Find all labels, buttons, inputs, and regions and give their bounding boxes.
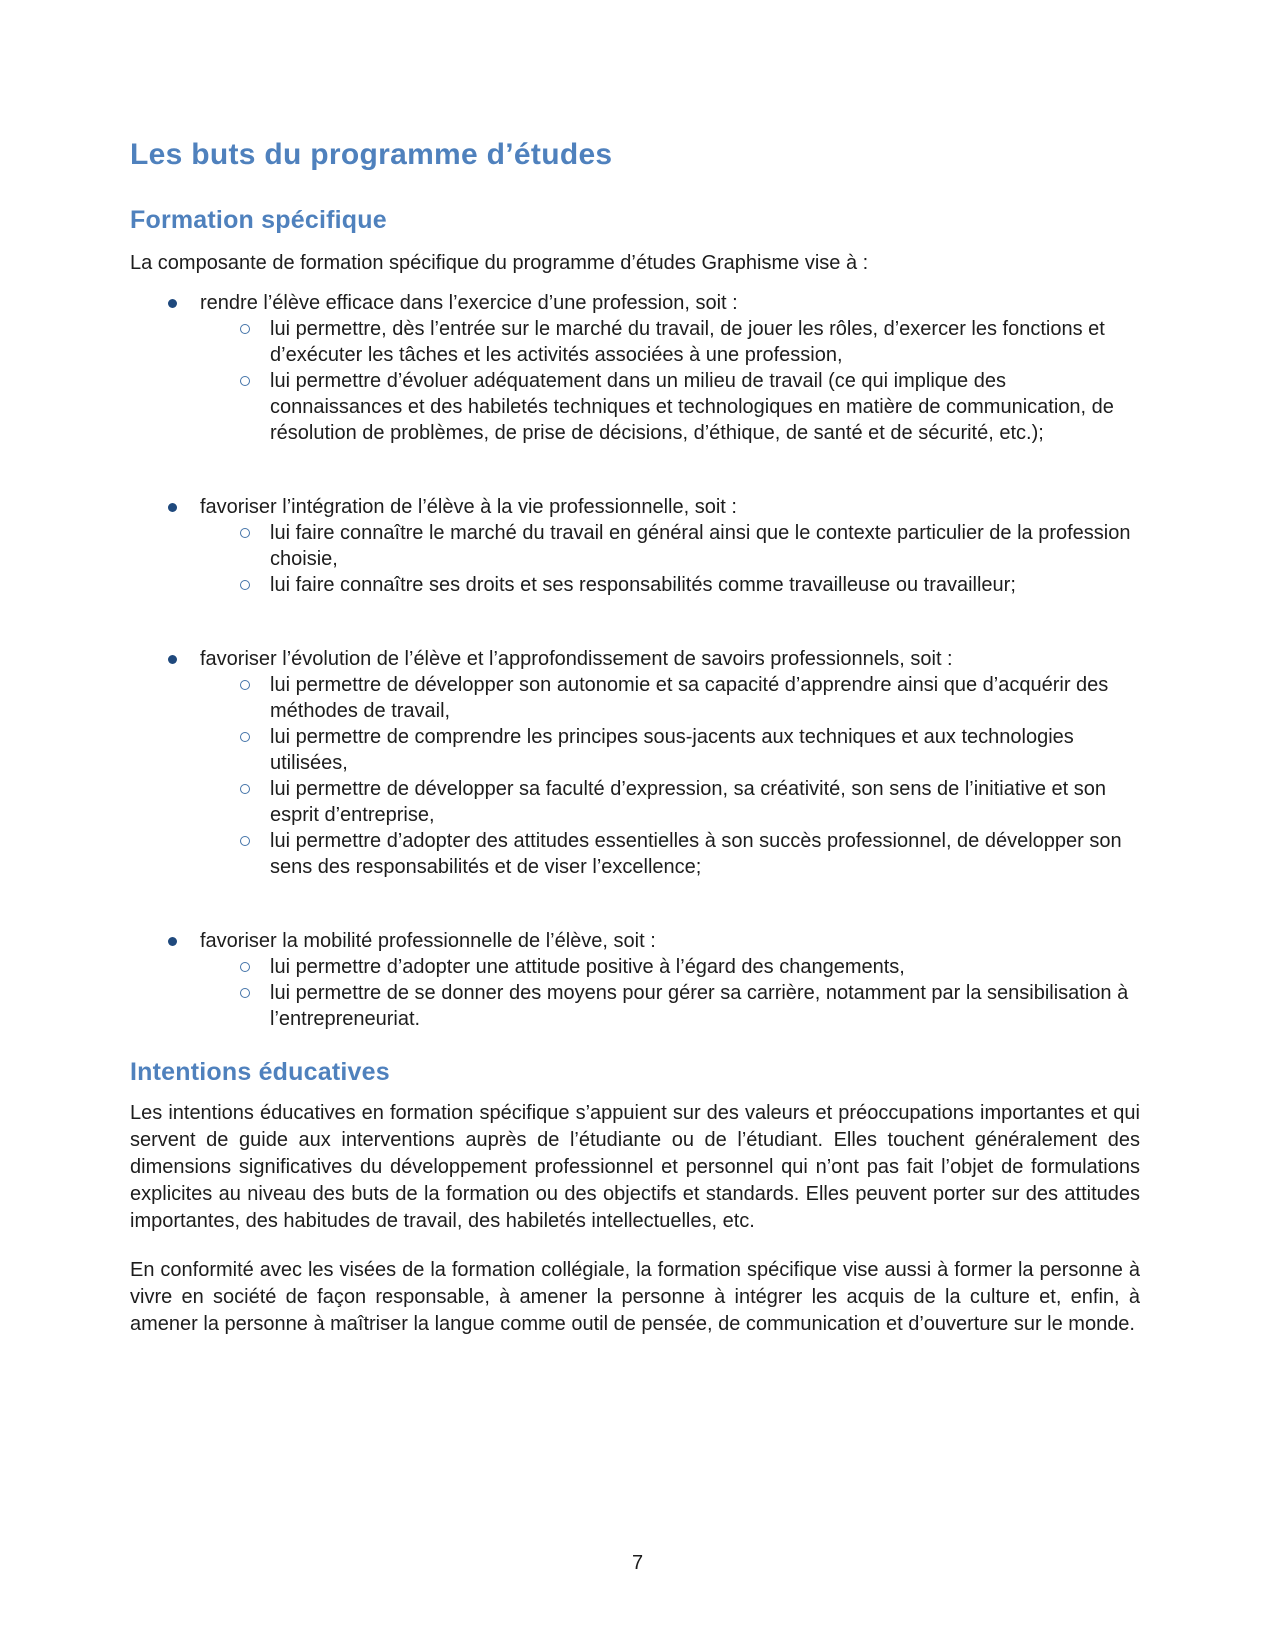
body-paragraph: Les intentions éducatives en formation spécifique s’appuient sur des valeurs et préoccupations importantes et qui servent de guide aux interventions auprès de l’étudiante ou de l’étudiant. Elles touchent généralement des dimensions significatives du développement professionnel et personnel qui n’ont pas fait l’objet de formulations explicites au niveau des buts de la formation ou des objectifs et standards. Elles peuvent porter sur des attitudes importantes, des habitudes de travail, des habiletés intellectuelles, etc.	[130, 1102, 1140, 1232]
circle-bullet-icon	[130, 980, 270, 998]
sub-list-item	[130, 316, 1140, 368]
section-heading-intentions-educatives: Intentions éducatives	[130, 1058, 390, 1086]
sub-list-item	[130, 572, 1140, 598]
bullet-dot-icon	[130, 290, 200, 308]
sub-bullet-text: lui faire connaître ses droits et ses responsabilités comme travailleuse ou travailleur;	[270, 574, 1016, 596]
sub-bullet-text: lui permettre, dès l’entrée sur le marché du travail, de jouer les rôles, d’exercer les fonctions et d’exécuter les tâches et les activités associées à une profession,	[270, 318, 1105, 366]
circle-bullet-icon	[130, 776, 270, 794]
circle-bullet-icon	[130, 316, 270, 334]
page-title: Les buts du programme d’études	[130, 138, 613, 171]
bullet-group-1	[130, 290, 1140, 446]
circle-bullet-icon	[130, 368, 270, 386]
circle-bullet-icon	[130, 954, 270, 972]
sub-list-item	[130, 776, 1140, 828]
sub-list-item	[130, 520, 1140, 572]
sub-list-item	[130, 954, 1140, 980]
bullet-text: favoriser la mobilité professionnelle de l’élève, soit :	[200, 930, 656, 952]
list-item	[130, 494, 1140, 520]
circle-bullet-icon	[130, 724, 270, 742]
sub-bullet-text: lui permettre de développer son autonomie et sa capacité d’apprendre ainsi que d’acquérir des méthodes de travail,	[270, 674, 1109, 722]
sub-bullet-text: lui permettre de se donner des moyens pour gérer sa carrière, notamment par la sensibilisation à l’entrepreneuriat.	[270, 982, 1129, 1030]
bullet-dot-icon	[130, 928, 200, 946]
intro-paragraph: La composante de formation spécifique du programme d’études Graphisme vise à :	[130, 252, 869, 274]
sub-bullet-text: lui permettre d’évoluer adéquatement dans un milieu de travail (ce qui implique des connaissances et des habiletés techniques et technologiques en matière de communication, de résolution de problèmes, de prise de décisions, d’éthique, de santé et de sécurité, etc.);	[270, 370, 1114, 444]
sub-bullet-text: lui faire connaître le marché du travail en général ainsi que le contexte particulier de la profession choisie,	[270, 522, 1131, 570]
bullet-text: favoriser l’évolution de l’élève et l’approfondissement de savoirs professionnels, soit :	[200, 648, 953, 670]
list-item	[130, 928, 1140, 954]
body-paragraph: En conformité avec les visées de la formation collégiale, la formation spécifique vise aussi à former la personne à vivre en société de façon responsable, à amener la personne à intégrer les acquis de la culture et, enfin, à amener la personne à maîtriser la langue comme outil de pensée, de communication et d’ouverture sur le monde.	[130, 1259, 1140, 1335]
bullet-text: rendre l’élève efficace dans l’exercice d’une profession, soit :	[200, 292, 738, 314]
list-item	[130, 290, 1140, 316]
bullet-dot-icon	[130, 494, 200, 512]
circle-bullet-icon	[130, 828, 270, 846]
bullet-dot-icon	[130, 646, 200, 664]
sub-bullet-text: lui permettre d’adopter une attitude positive à l’égard des changements,	[270, 956, 905, 978]
bullet-group-3	[130, 646, 1140, 880]
sub-list-item	[130, 980, 1140, 1032]
bullet-group-4	[130, 928, 1140, 1032]
list-item	[130, 646, 1140, 672]
sub-list-item	[130, 672, 1140, 724]
sub-bullet-text: lui permettre de développer sa faculté d’expression, sa créativité, son sens de l’initiative et son esprit d’entreprise,	[270, 778, 1107, 826]
bullet-group-2	[130, 494, 1140, 598]
bullet-text: favoriser l’intégration de l’élève à la vie professionnelle, soit :	[200, 496, 737, 518]
sub-list-item	[130, 724, 1140, 776]
section-heading-formation-specifique: Formation spécifique	[130, 206, 387, 234]
circle-bullet-icon	[130, 572, 270, 590]
sub-bullet-text: lui permettre de comprendre les principes sous-jacents aux techniques et aux technologies utilisées,	[270, 726, 1074, 774]
sub-bullet-text: lui permettre d’adopter des attitudes essentielles à son succès professionnel, de développer son sens des responsabilités et de viser l’excellence;	[270, 830, 1122, 878]
circle-bullet-icon	[130, 672, 270, 690]
sub-list-item	[130, 368, 1140, 446]
circle-bullet-icon	[130, 520, 270, 538]
page-number: 7	[631, 1552, 644, 1574]
sub-list-item	[130, 828, 1140, 880]
